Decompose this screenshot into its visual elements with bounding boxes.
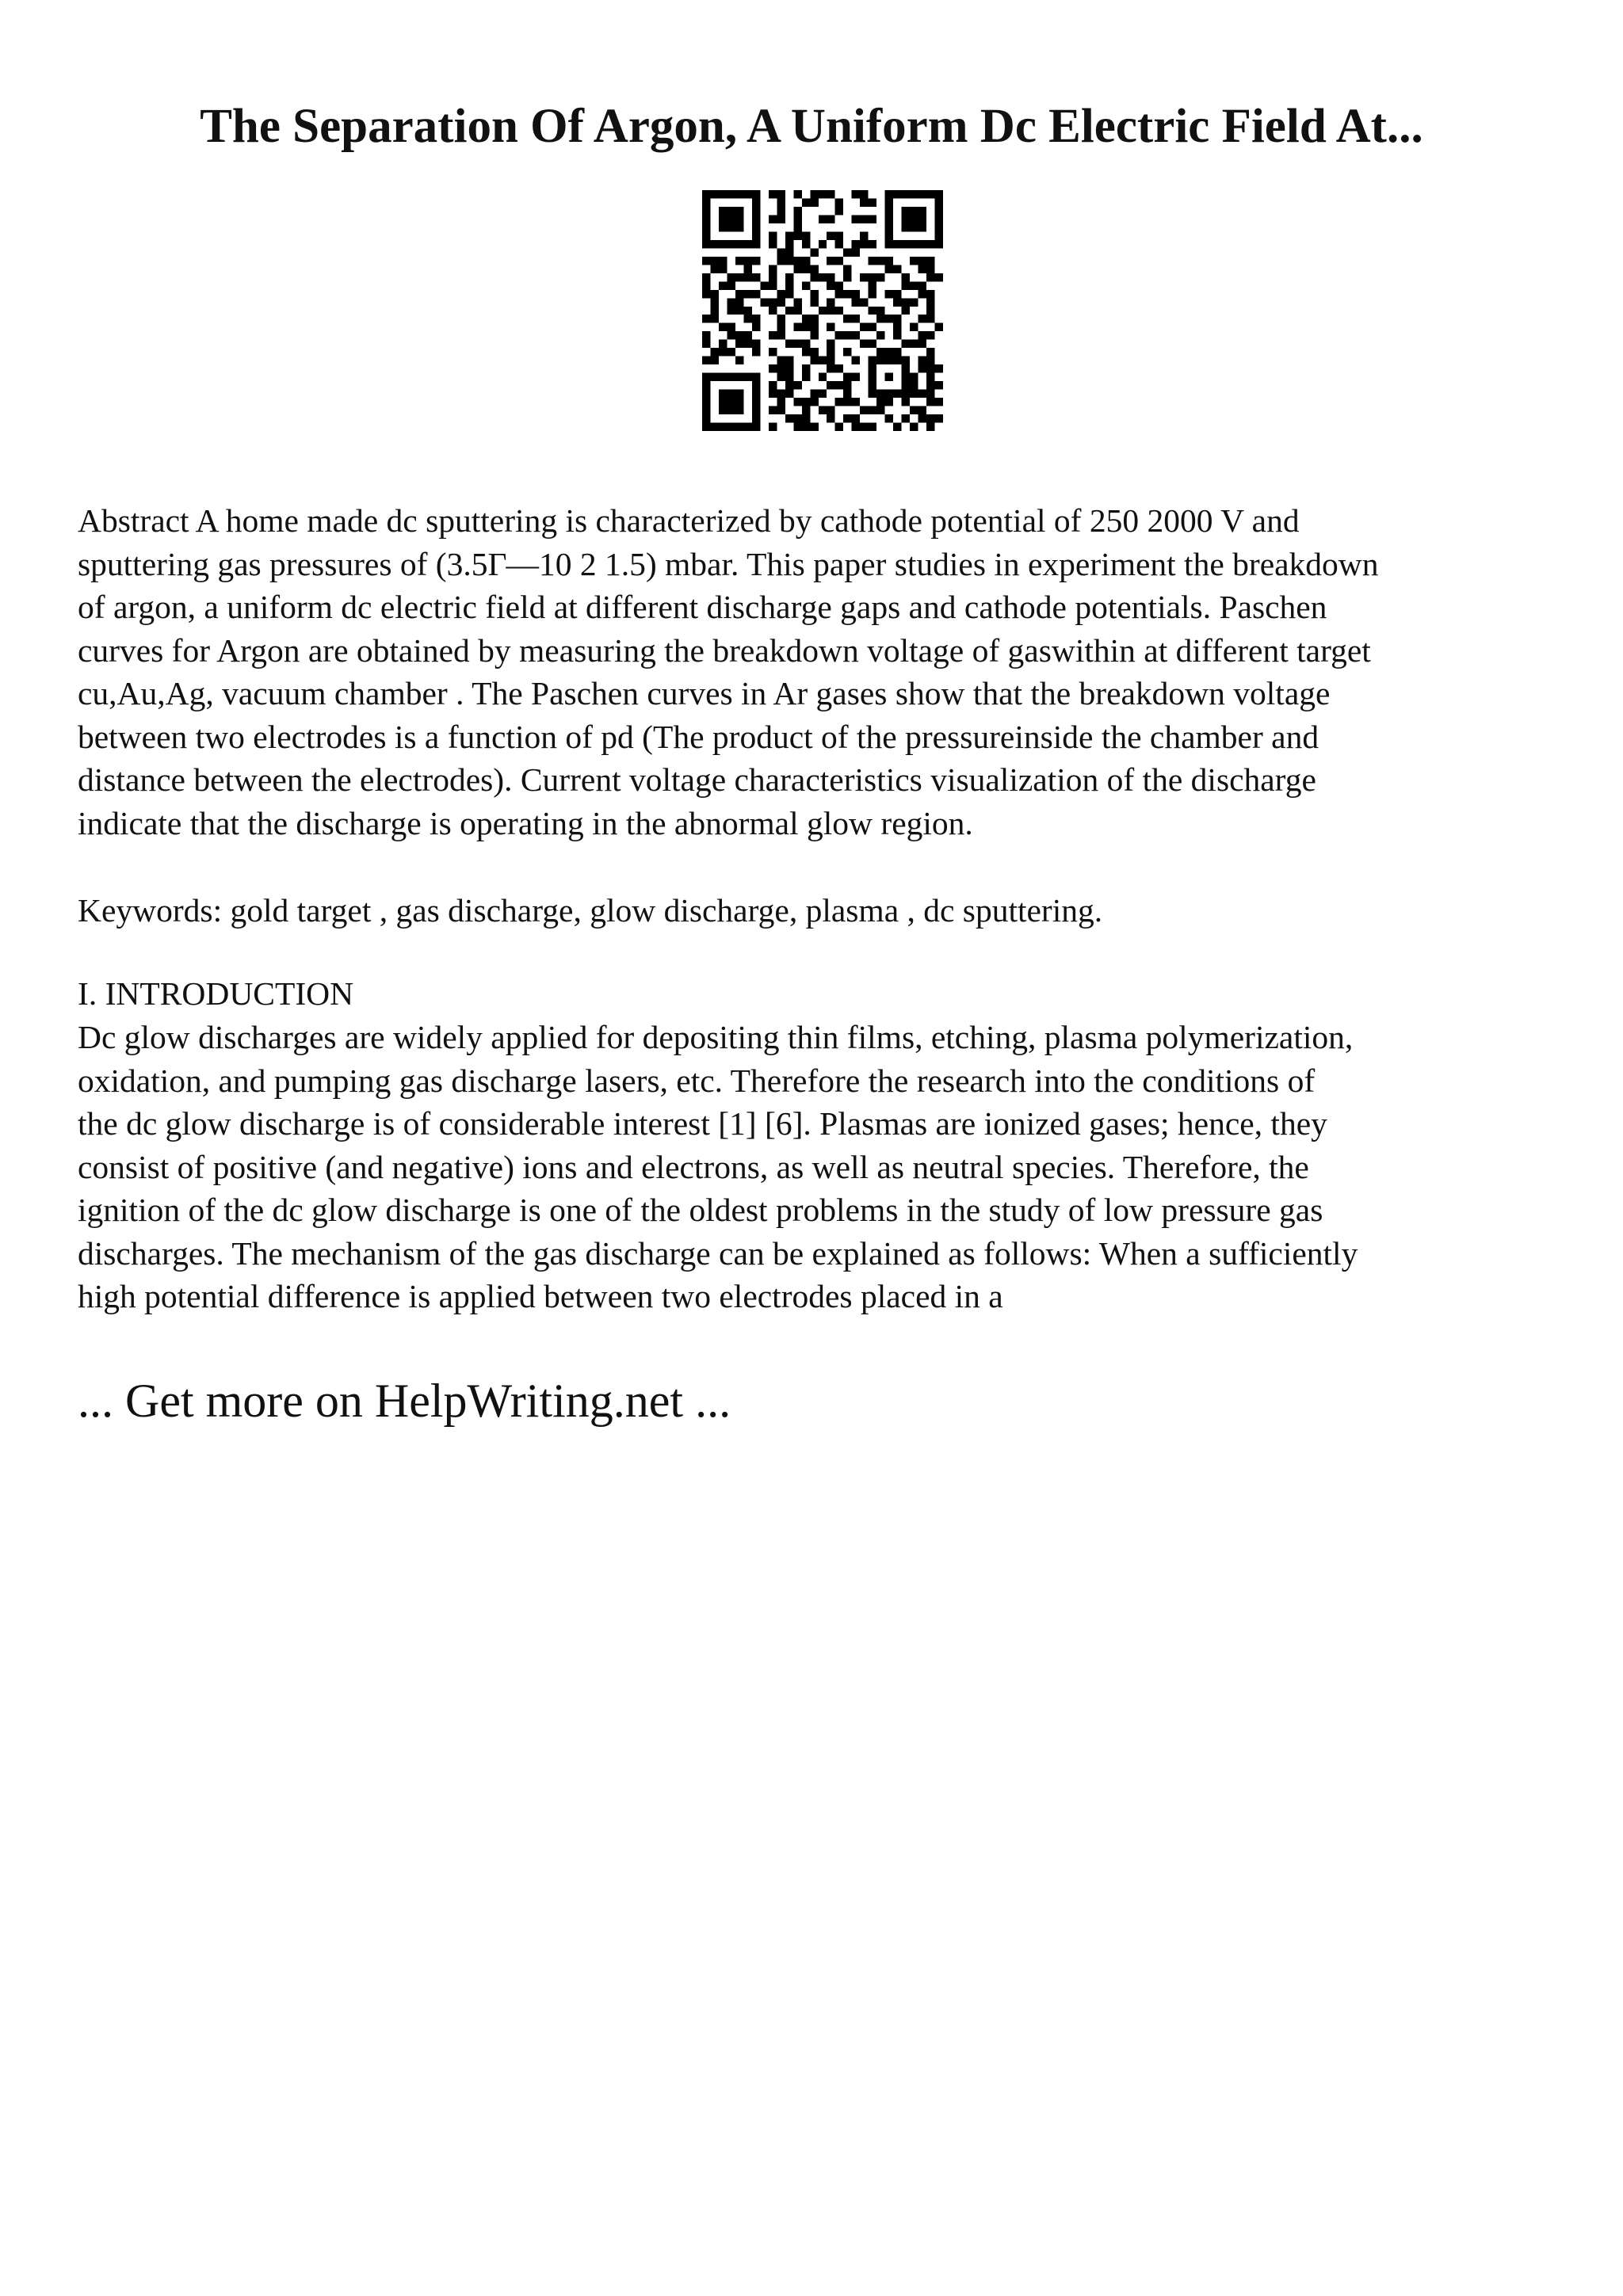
- introduction-paragraph: [78, 1016, 1552, 1318]
- intro-line: oxidation, and pumping gas discharge lasers, etc. Therefore the research into the conditions of: [78, 1062, 1316, 1099]
- abstract-paragraph: [78, 499, 1552, 845]
- document-title: The Separation Of Argon, A Uniform Dc Electric Field At...: [200, 100, 1423, 153]
- abstract-line: between two electrodes is a function of pd (The product of the pressureinside the chamber and: [78, 718, 1319, 755]
- keywords-line: Keywords: gold target , gas discharge, glow discharge, plasma , dc sputtering.: [78, 892, 1103, 929]
- intro-line: consist of positive (and negative) ions and electrons, as well as neutral species. Therefore, the: [78, 1148, 1309, 1185]
- abstract-line: distance between the electrodes). Current voltage characteristics visualization of the discharge: [78, 761, 1316, 798]
- intro-line: high potential difference is applied between two electrodes placed in a: [78, 1278, 1003, 1314]
- abstract-line: of argon, a uniform dc electric field at different discharge gaps and cathode potentials. Paschen: [78, 589, 1327, 625]
- intro-line: ignition of the dc glow discharge is one of the oldest problems in the study of low pressure gas: [78, 1192, 1323, 1228]
- qr-code-icon: [702, 190, 943, 431]
- abstract-line: sputtering gas pressures of (3.5Г—10 2 1.5) mbar. This paper studies in experiment the breakdown: [78, 545, 1379, 582]
- intro-line: the dc glow discharge is of considerable interest [1] [6]. Plasmas are ionized gases; hence, they: [78, 1105, 1327, 1142]
- abstract-line: indicate that the discharge is operating in the abnormal glow region.: [78, 804, 973, 841]
- intro-line: Dc glow discharges are widely applied for depositing thin films, etching, plasma polymerization,: [78, 1019, 1354, 1055]
- intro-line: discharges. The mechanism of the gas discharge can be explained as follows: When a sufficiently: [78, 1234, 1358, 1272]
- section-heading-introduction: I. INTRODUCTION: [78, 975, 354, 1012]
- abstract-line: cu,Au,Ag, vacuum chamber . The Paschen curves in Ar gases show that the breakdown voltage: [78, 675, 1331, 711]
- abstract-line: Abstract A home made dc sputtering is characterized by cathode potential of 250 2000 V and: [78, 502, 1300, 539]
- get-more-link[interactable]: ... Get more on HelpWriting.net ...: [78, 1375, 731, 1427]
- abstract-line: curves for Argon are obtained by measuring the breakdown voltage of gaswithin at different target: [78, 631, 1371, 669]
